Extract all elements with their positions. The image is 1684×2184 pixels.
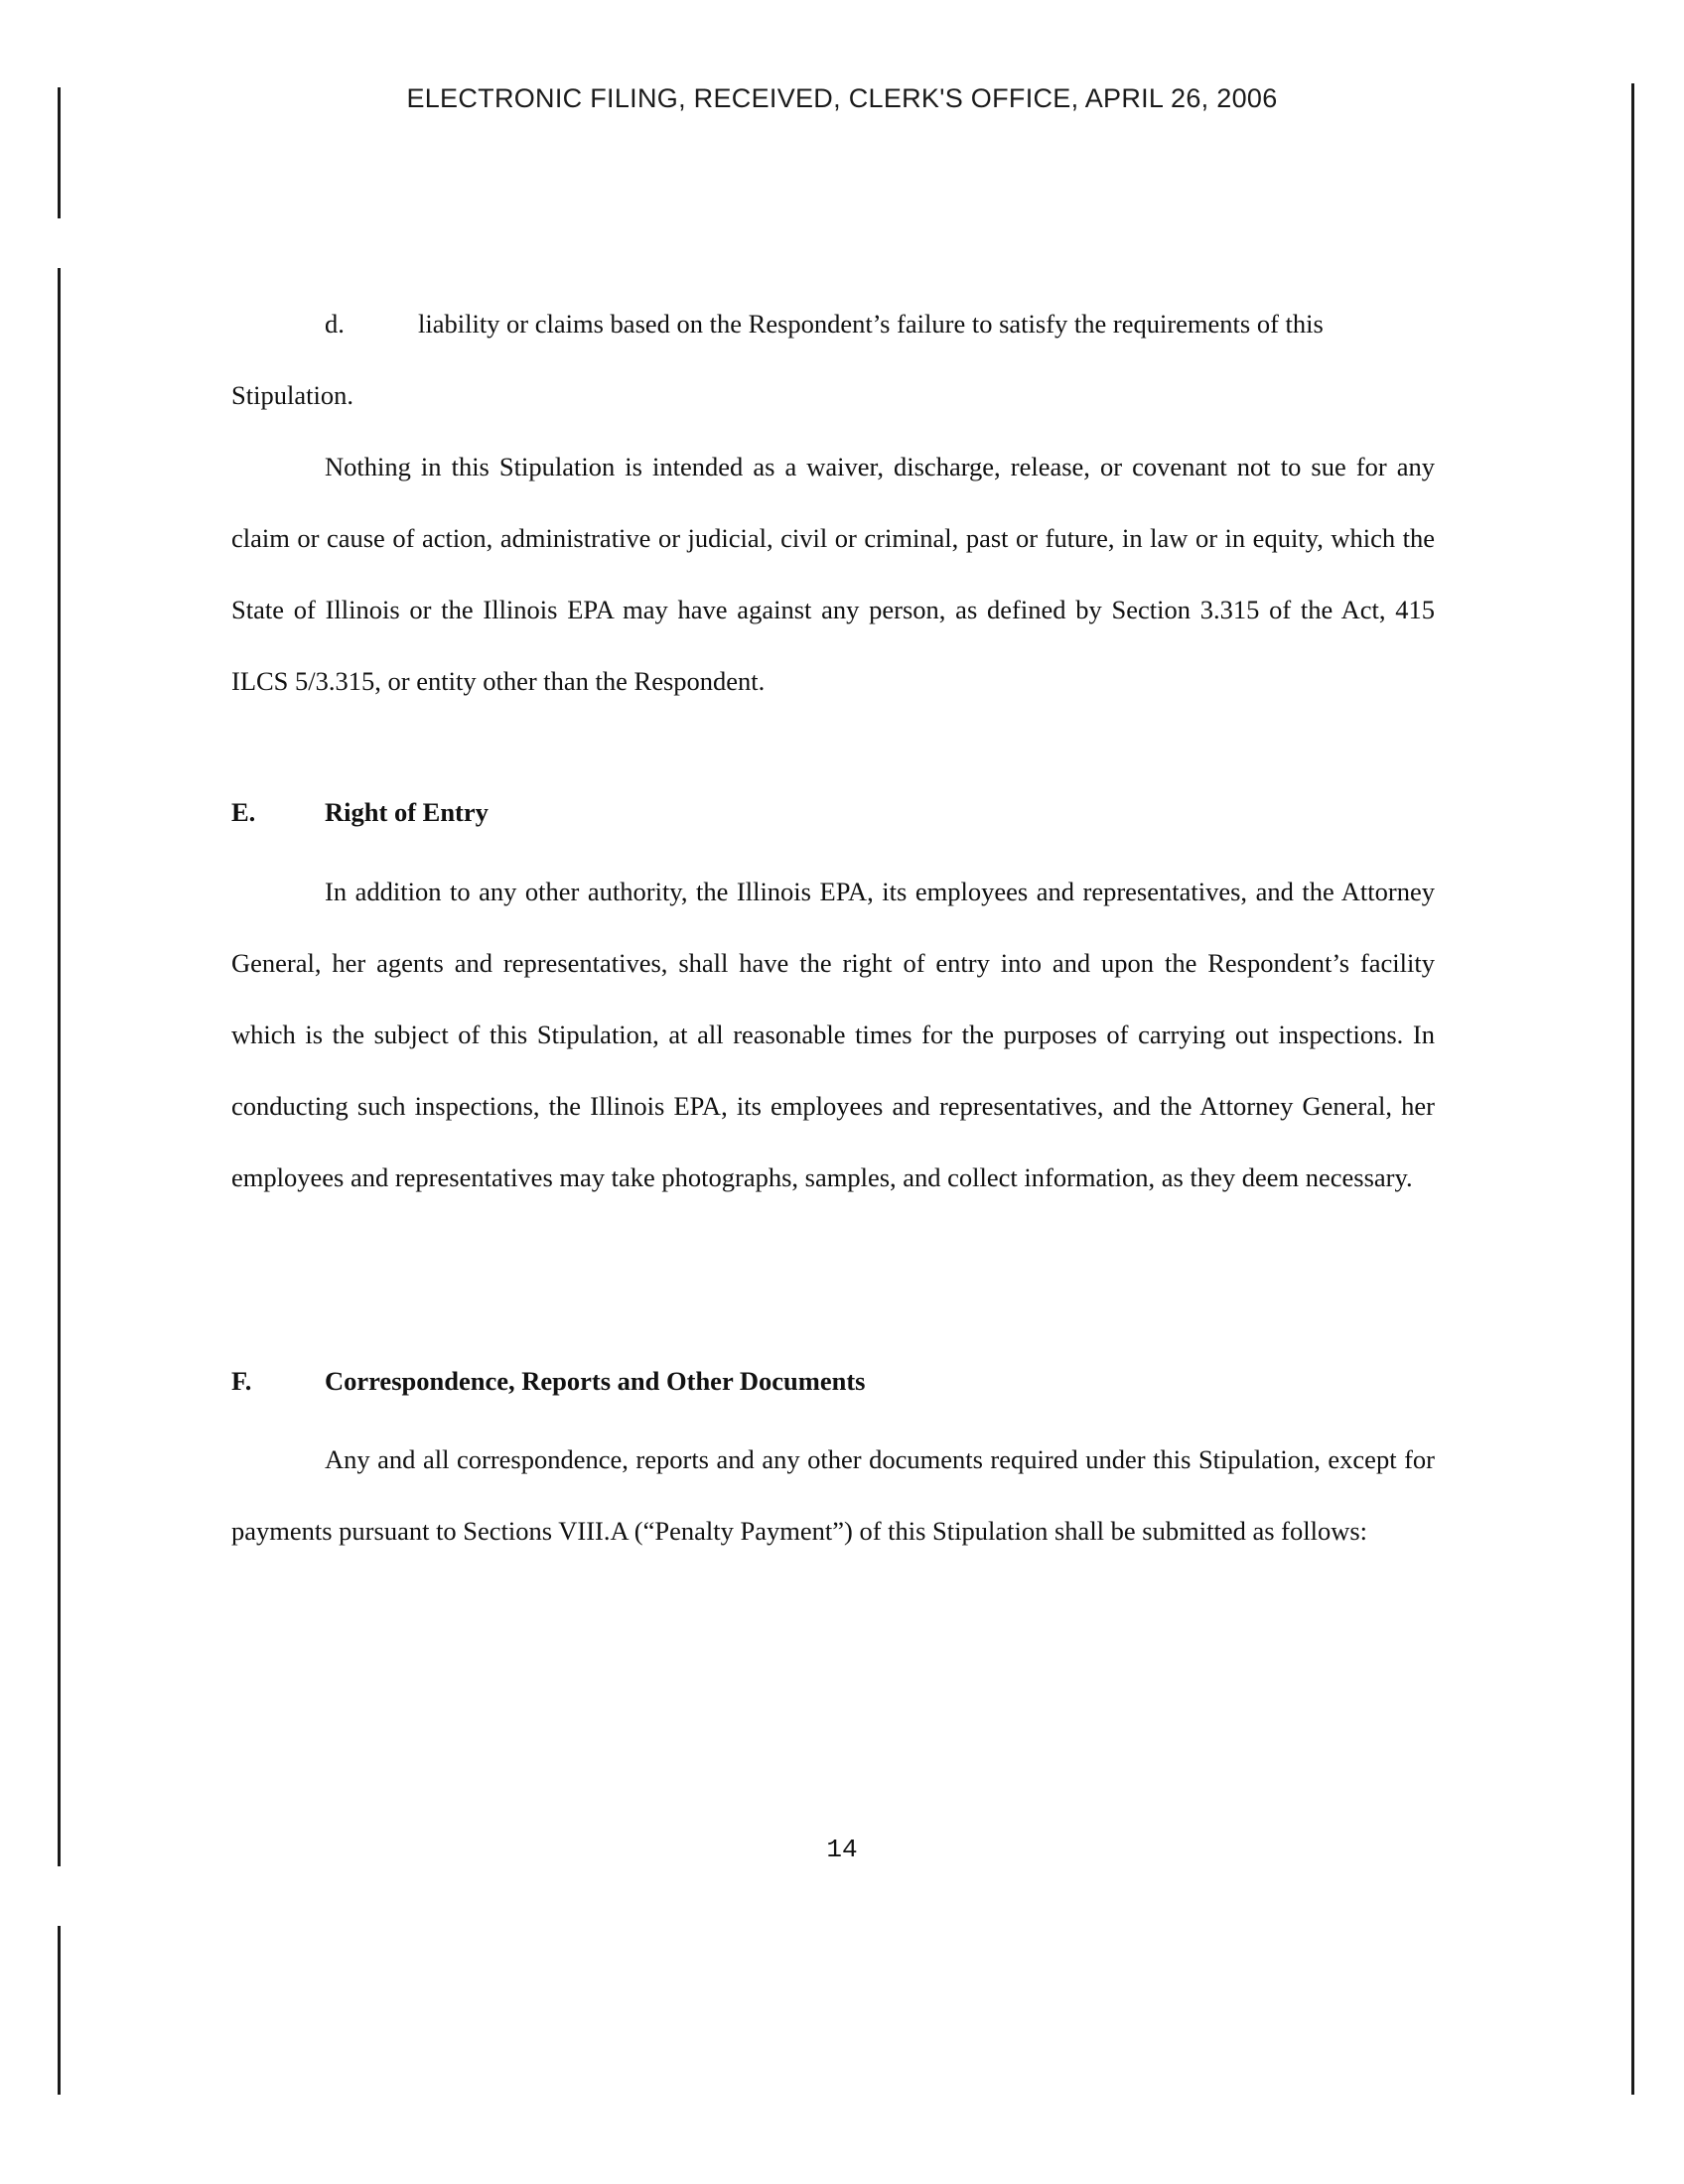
filing-stamp-header: ELECTRONIC FILING, RECEIVED, CLERK'S OFFICE, APRIL 26, 2006: [406, 83, 1278, 113]
section-e-body: In addition to any other authority, the Illinois EPA, its employees and representatives, and the Attorney General, her agents and representatives, shall have the right of entry into and upon the Respondent’s facility which is the subject of this Stipulation, at all reasonable times for the purposes of carrying out inspections. In conducting such inspections, the Illinois EPA, its employees and representatives, and the Attorney General, her employees and representatives may take photographs, samples, and collect information, as they deem necessary.: [231, 877, 1435, 1192]
left-edge-line-middle: [58, 268, 61, 1092]
section-f-body: Any and all correspondence, reports and any other documents required under this Stipulation, except for payments pursuant to Sections VIII.A (“Penalty Payment”) of this Stipulation shall be submitted as follows:: [231, 1444, 1435, 1546]
left-edge-line-lower: [58, 1092, 61, 1866]
section-e-heading: [231, 797, 489, 828]
list-item-d-text: liability or claims based on the Respondent’s failure to satisfy the requirements of this: [418, 309, 1324, 339]
section-f-letter: F.: [231, 1366, 252, 1396]
paragraph-nothing-in-stipulation: Nothing in this Stipulation is intended as a waiver, discharge, release, or covenant not to sue for any claim or cause of action, administrative or judicial, civil or criminal, past or future, in law or in equity, which the State of Illinois or the Illinois EPA may have against any person, as defined by Section 3.315 of the Act, 415 ILCS 5/3.315, or entity other than the Respondent.: [231, 452, 1435, 696]
left-edge-line-bottom: [58, 1926, 61, 2095]
section-f-heading: [231, 1366, 865, 1397]
list-item-d: [325, 288, 1435, 359]
page-number: 14: [826, 1835, 858, 1864]
list-item-d-marker: d.: [325, 309, 345, 339]
section-e-letter: E.: [231, 797, 256, 827]
section-f-title: Correspondence, Reports and Other Documents: [325, 1366, 866, 1396]
section-e-title: Right of Entry: [325, 797, 489, 827]
list-item-d-continuation: Stipulation.: [231, 380, 353, 410]
right-edge-line: [1631, 83, 1634, 2095]
